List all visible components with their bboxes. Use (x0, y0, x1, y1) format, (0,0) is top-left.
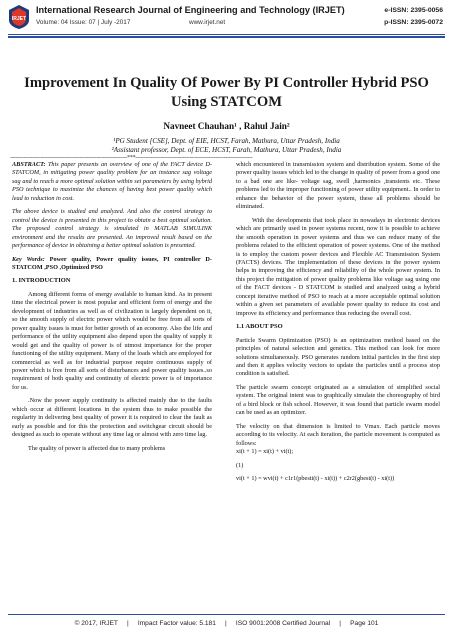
keywords: Key Words: Power quality, Power quality issues, PI controller D-STATCOM ,PSO ,Optimized PSO (12, 255, 212, 271)
pissn: p-ISSN: 2395-0072 (384, 19, 443, 26)
pso-paragraph-3: The velocity on that dimension is limited to Vmax. Each particle moves according to its velocity. At each iteration, the particle movement is computed as follows: (236, 422, 440, 447)
header-rule (8, 34, 445, 35)
svg-text:IRJET: IRJET (11, 16, 27, 22)
equation-2: vi(t + 1) = wvi(t) + c1r1(pbesti(t) - xi(t)) + c2r2(gbest(t) - xi(t)) (236, 474, 395, 482)
equation-1: xi(t + 1) = xi(t) + vi(t); (236, 448, 294, 456)
header-rule-thick (8, 36, 445, 38)
section-separator: ---------------------------------------------------------------------***--------------------------------------------------------------------- (10, 155, 253, 161)
footer-rule (8, 614, 445, 615)
irjet-logo-icon (8, 4, 30, 30)
journal-header (0, 0, 453, 36)
pso-paragraph-2: The particle swarm concept originated as a simulation of simplified social system. The original intent was to graphically simulate the choreography of bird of a bird block or fish school. However, it was found that particle swarm model can be used as an optimizer. (236, 383, 440, 417)
authors: Navneet Chauhan¹ , Rahul Jain² (163, 121, 290, 131)
right-paragraph-1: which encountered in transmission system and distribution system. Some of the power quality issues which led to the change in quality of power from a good one to a bad one are like- voltage sag, swell ,harmonics ,transients etc. These problems led to the improper functioning of power utility equipment.. In order to enhance the behavior of the power system, these all problems should be eliminated. (236, 161, 440, 211)
right-column (236, 161, 440, 488)
affiliation-2: ²Assistant professor, Dept. of ECE, HCST, Farah, Mathura, Uttar Pradesh, India (111, 146, 342, 154)
equation-1-number: (1) (236, 461, 244, 469)
pso-heading: 1.1 ABOUT PSO (236, 323, 283, 331)
intro-paragraph-2: .Now the power supply continuity is affected mainly due to the faults which occur at different locations in the system thus to make possible the regularity in delivering best quality of power it is required to clear the fault as early as possible and for this the protection and switchgear circuit should be designed as such to operate without any time lag or almost with zero time lag. (12, 397, 212, 439)
page-footer: © 2017, IRJET | Impact Factor value: 5.181 | ISO 9001:2008 Certified Journal | Page 101 (74, 620, 379, 627)
eissn: e-ISSN: 2395-0056 (384, 7, 443, 14)
paper-title: Improvement In Quality Of Power By PI Controller Hybrid PSO Using STATCOM (24, 75, 429, 110)
abstract: ABSTRACT: This paper presents an overview of one of the FACT device D-STATCOM, in mitigating power quality problem for an instance sag voltage sag and to reach a more optimal solution within set parameters by using hybrid PSO technique to maximize the chances of having best power quality which lead to reduction in cost. (12, 161, 212, 202)
intro-paragraph-1: Among different forms of energy available to human kind. As in present time the electrical power is most popular and efficient form of energy and the development of industries as well as of civilization is largely dependent on it, so the smooth supply of electric power which would be free from all sorts of power quality issues is must for better growth of an economy. Also the life and performance of the utility equipment also depend upon the quality of supply it would get and the quality of power is of utmost importance for the proper functioning of the utility equipment. Many of the loads which are employed for commercial as well as for industrial purpose require continuous supply of power which is free from all sorts of disturbances and power quality issues..so requirement of both quality and continuity of electric power is of importance for us. (12, 290, 212, 391)
left-column (12, 161, 212, 458)
journal-website[interactable]: www.irjet.net (188, 19, 226, 26)
pso-paragraph-1: Particle Swarm Optimization (PSO) is an optimization method based on the principles of natural selection and genetics. This method can look for more solutions simultaneously. PSO generates random initial particles in the first step and then it applies velocity vectors to update the particles until a process stop condition is satisfied. (236, 336, 440, 378)
volume-info: Volume: 04 Issue: 07 | July -2017 www.irjet.net (36, 19, 226, 26)
journal-name: International Research Journal of Engineering and Technology (IRJET) (36, 5, 345, 15)
intro-heading: 1. INTRODUCTION (12, 277, 71, 285)
abstract-continued: The above device is studied and analyzed. And also the control strategy to control the device is presented in this project to obtain a best optimal solution. The proposed control strategy is simulated in MATLAB SIMULINK environment and the results are presented. An improved result based on the performance of device in obtaining a better optimal solution is presented. (12, 208, 212, 250)
intro-paragraph-3: The quality of power is affected due to many problems (28, 444, 166, 452)
right-paragraph-2: With the developments that took place in nowadays in electronic devices which are primarily used in power systems recent, now it is possible to achieve the smooth operation in power systems and thus we can reduce many of the problems related to the efficient operation of power systems. One of the method is to employ the custom power devices and Flexible AC Transmission System (FACTS) devices. The implementation of these devices in the power system helps in improving the efficiency and reliability of the whole power system. In this project the mitigation of power quality problems like voltage sag using one of the FACT devices - D STATCOM is studied and analyzed using a hybrid concept iterative method of PSO to reach at a more acceptable optimal solution within a given set parameters of available power quality to reduce its cost and improve its efficiency and performance thus reducing the overall cost. (236, 216, 440, 317)
affiliation-1: ¹PG Student [CSE], Dept. of EIE, HCST, Farah, Mathura, Uttar Pradesh, India (113, 137, 340, 145)
